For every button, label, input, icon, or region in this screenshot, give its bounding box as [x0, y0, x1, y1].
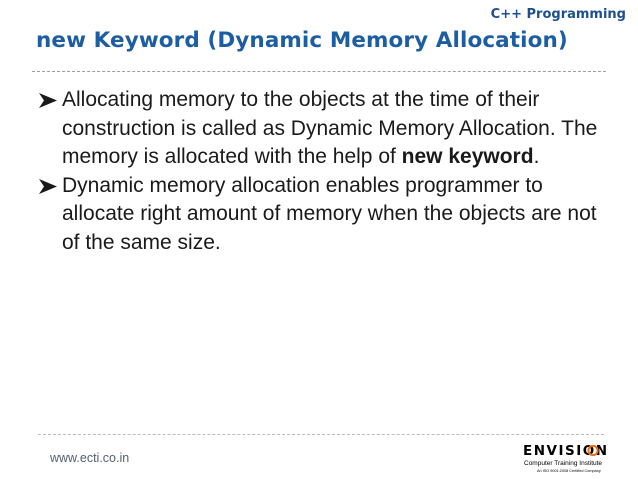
bullet-text: Dynamic memory allocation enables programmer to allocate right amount of memory when the objects are not of the same size. [62, 173, 597, 254]
envision-logo-icon [521, 441, 617, 477]
header-divider [32, 71, 606, 72]
arrowhead-bullet-icon [38, 178, 59, 195]
bullet-list [38, 86, 618, 257]
slide-title: new Keyword (Dynamic Memory Allocation) [36, 28, 568, 53]
footer-url-link[interactable]: www.ecti.co.in [50, 451, 130, 465]
bullet-bold-text: new keyword [401, 145, 534, 168]
arrowhead-bullet-icon [38, 92, 59, 109]
footer-divider [38, 434, 604, 435]
bullet-text: Allocating memory to the objects at the time of their construction is called as Dynamic Memory Allocation. The memory is allocated with the help of [62, 88, 598, 168]
logo-tagline: Computer Training Institute [524, 460, 603, 467]
logo-certification: An ISO 9001:2008 Certified Company [537, 469, 601, 473]
bullet-text-end: . [533, 145, 540, 168]
logo-word: ENVISION [523, 443, 609, 459]
bullet-item [38, 172, 618, 258]
bullet-item [38, 86, 618, 172]
course-label: C++ Programming [490, 7, 626, 22]
